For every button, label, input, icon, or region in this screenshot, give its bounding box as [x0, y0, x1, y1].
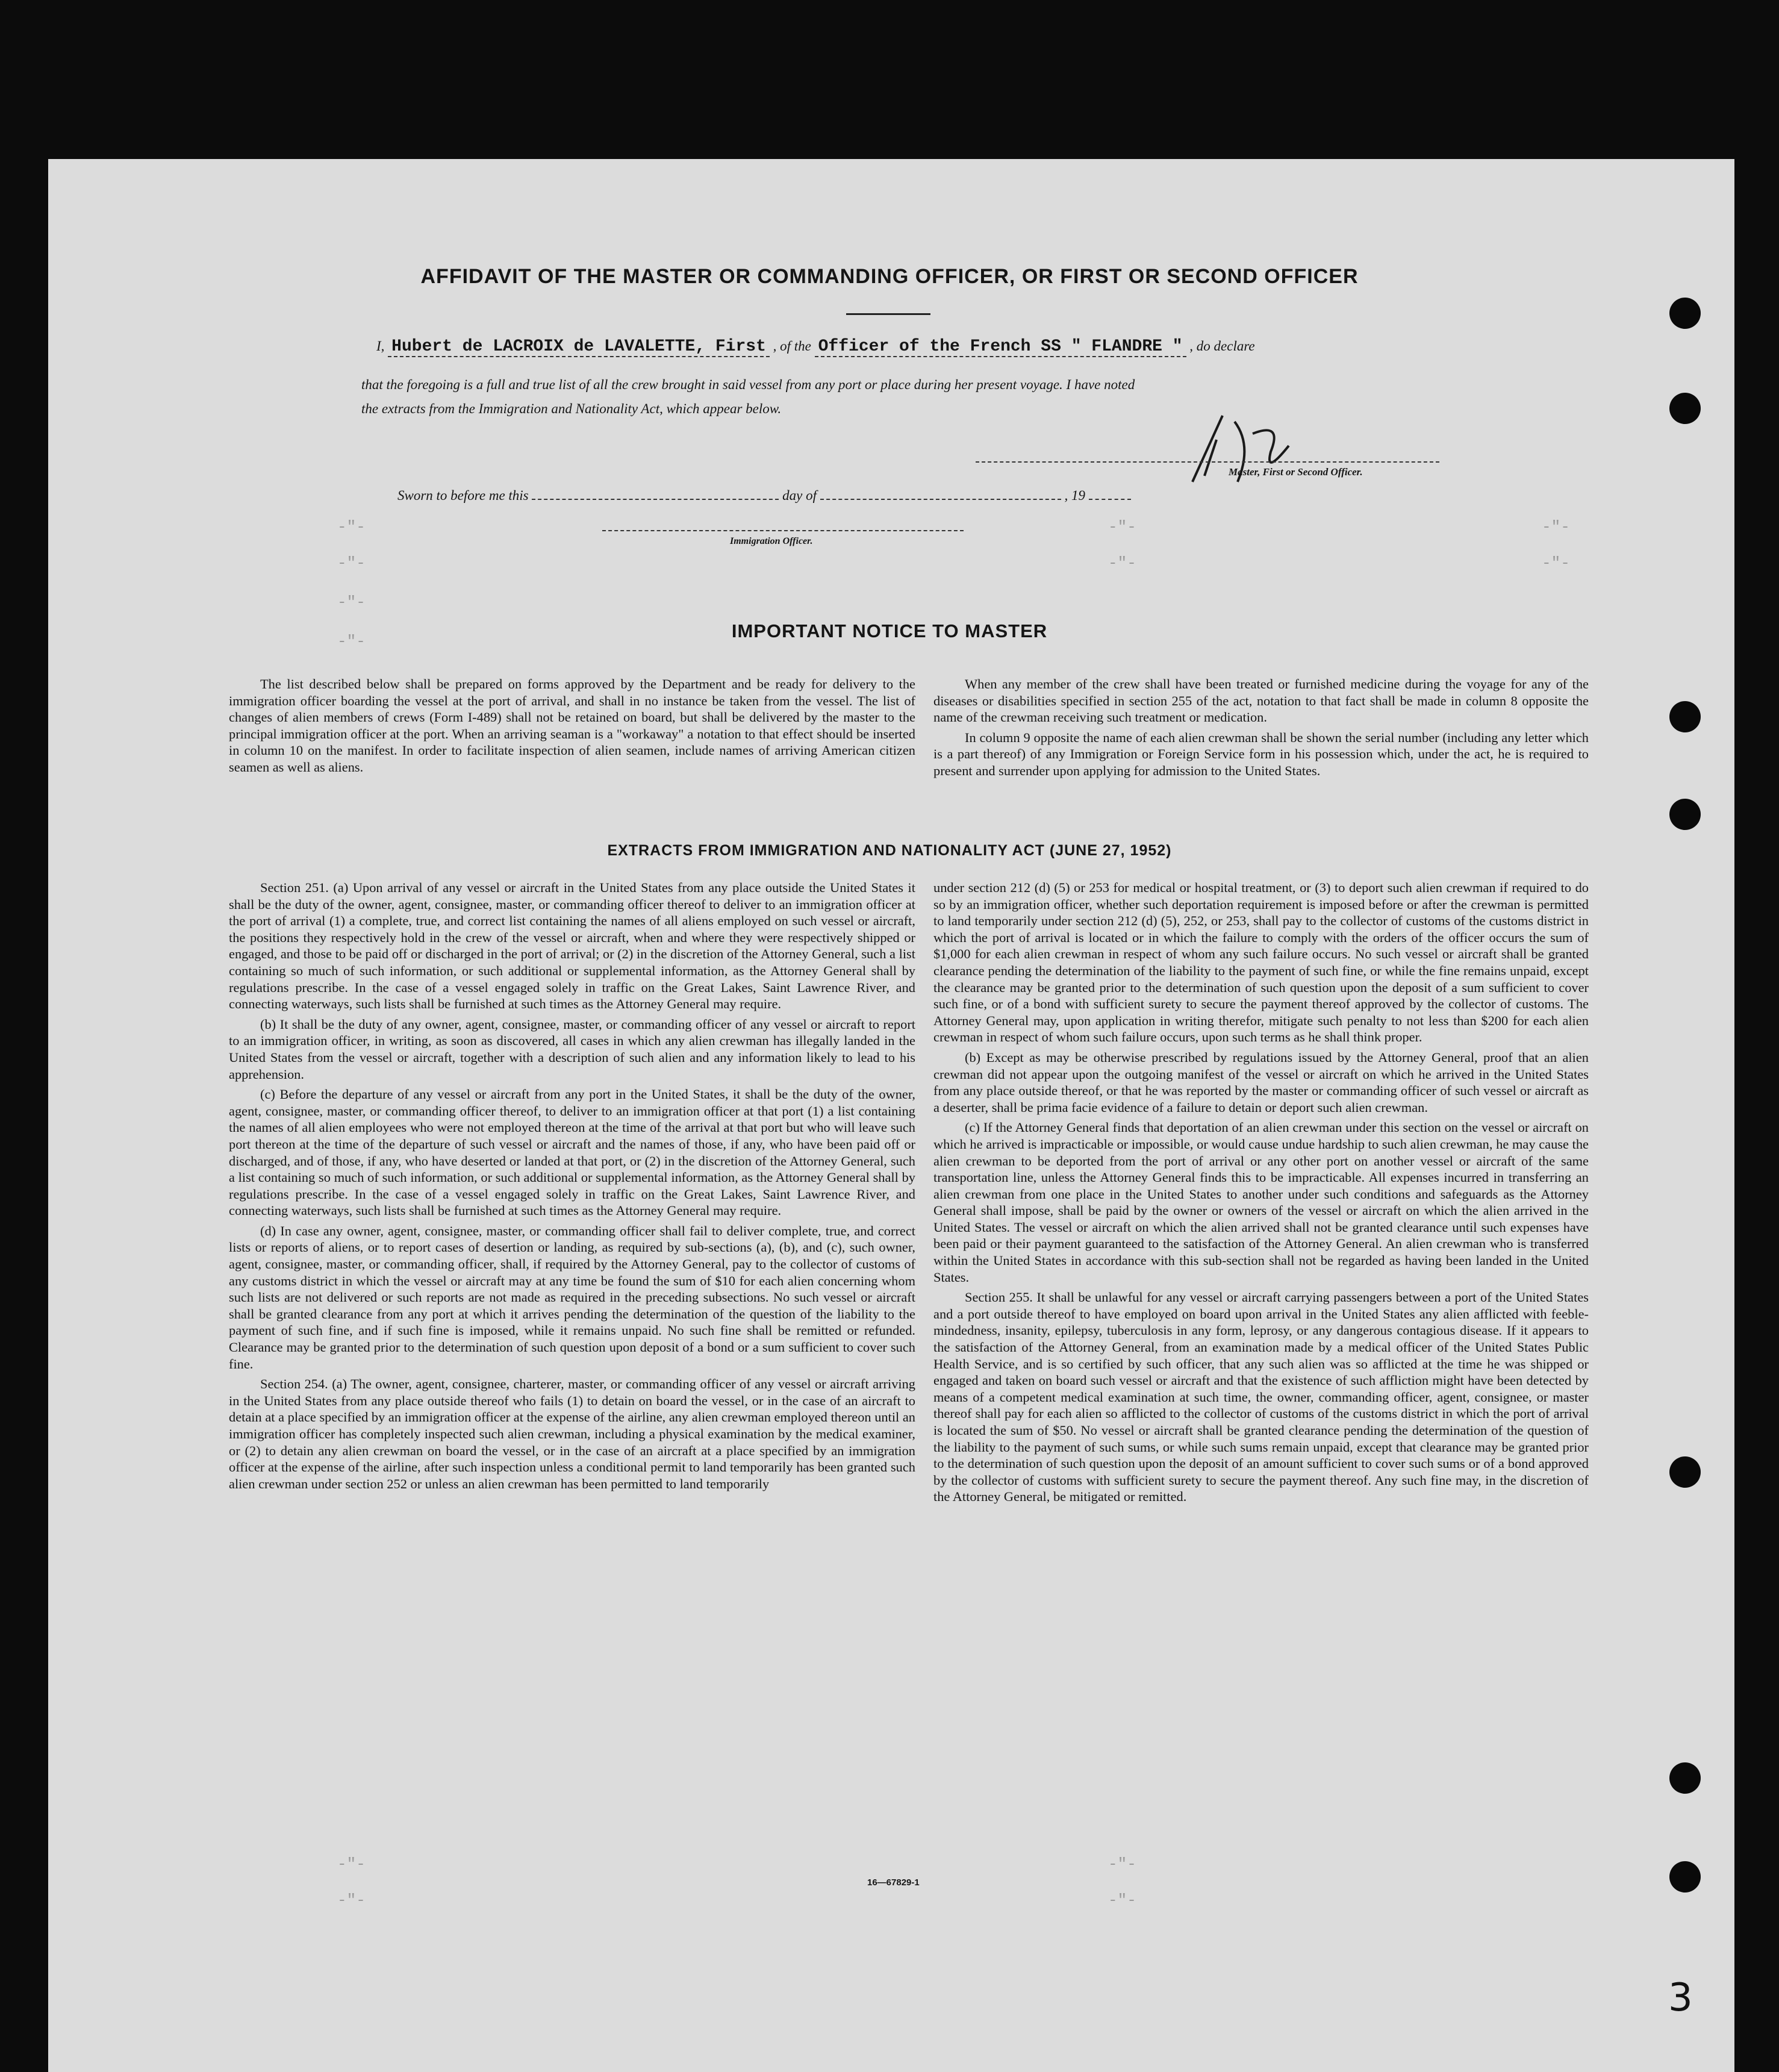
bleed-through-mark: -"- — [1108, 1855, 1136, 1873]
affidavit-title: AFFIDAVIT OF THE MASTER OR COMMANDING OFFICER, OR FIRST OR SECOND OFFICER — [420, 265, 1359, 288]
do-declare-text: , do declare — [1189, 339, 1255, 354]
extracts-title: EXTRACTS FROM IMMIGRATION AND NATIONALITY ACT (JUNE 27, 1952) — [607, 842, 1172, 859]
punch-hole — [1669, 1762, 1701, 1794]
notice-paragraph: The list described below shall be prepared on forms approved by the Department and be ready for delivery to the immigration officer boarding the vessel at the port of arrival, and shall in no instance be taken from the vessel. The list of changes of alien members of crews (Form I-489) shall not be retained on board, but shall be delivered by the master to the principal immigration officer at the port. When an arriving seaman is a "workaway" a notation to that effect should be inserted in column 10 on the manifest. In order to facilitate inspection of alien seamen, include names of arriving American citizen seamen as well as aliens. — [229, 676, 915, 775]
immigration-officer-signature-line — [602, 530, 964, 531]
sworn-year-field — [1089, 488, 1131, 500]
notice-paragraph: In column 9 opposite the name of each alien crewman shall be shown the serial number (including any letter which is a part thereof) of any Immigration or Foreign Service form in his possession which, under the act, he is required to present and surrender upon applying for admission to the United States. — [933, 729, 1589, 778]
section-254b-paragraph: (b) Except as may be otherwise prescribed by regulations issued by the Attorney General, proof that an alien crewman did not appear upon the outgoing manifest of the vessel or aircraft on which he arrived in the United States from any place outside thereof, or that he was reported by the master or commanding officer of such vessel or aircraft as a deserter, shall be prima facie evidence of a failure to detain or deport such alien crewman. — [933, 1049, 1589, 1115]
title-divider — [846, 313, 930, 315]
sworn-day-field — [532, 488, 779, 500]
punch-hole — [1669, 799, 1701, 830]
sworn-month-field — [820, 488, 1061, 500]
bleed-through-mark: -"- — [1542, 554, 1570, 572]
bleed-through-mark: -"- — [337, 1855, 366, 1873]
notice-right-column — [933, 676, 1589, 783]
section-255-paragraph: Section 255. It shall be unlawful for any vessel or aircraft carrying passengers between a port of the United States and a port outside thereof to have employed on board upon arrival in the United States any alien afflicted with feeble-mindedness, insanity, epilepsy, tuberculosis in any form, leprosy, or any dangerous contagious disease. If it appears to the satisfaction of the Attorney General, from an examination made by a medical officer of the United States Public Health Service, and is so certified by such officer, that any such alien was so afflicted at the time he was shipped or engaged and taken on board such vessel or aircraft and that the existence of such affliction might have been detected by means of a competent medical examination at such time, the owner, commanding officer, agent, consignee, or master thereof shall pay for each alien so afflicted to the collector of customs of the customs district in which the port of arrival is located the sum of $50. No vessel or aircraft shall be granted clearance pending the determination of the question of the liability to the payment of such sums, or while such sums remain unpaid, except that clearance may be granted prior to the determination of such question upon the deposit of an amount sufficient to cover such sums or of a bond approved by the collector of customs with sufficient surety to secure the payment thereof. Any such fine may, in the discretion of the Attorney General, be mitigated or remitted. — [933, 1290, 1589, 1505]
section-254a-continued-paragraph: under section 212 (d) (5) or 253 for medical or hospital treatment, or (3) to deport such alien crewman if required to do so by an immigration officer, whether such deportation requirement is imposed before or after the crewman is permitted to land temporarily under section 212 (d) (5), 252, or 253, shall pay to the collector of customs of the customs district in which the port of arrival is located or in which the failure to comply with the orders of the officer occurs the sum of $1,000 for each alien crewman in respect of whom any such failure occurs. No such vessel or aircraft shall be granted clearance pending the determination of the liability to the payment of such fine, or while the fine remains unpaid, except the clearance may be granted prior to the determination of such question upon the deposit of a sum sufficient to cover such fine, or of a bond with sufficient surety to secure the payment thereof approved by the collector of customs. The Attorney General may, upon application in writing therefor, mitigate such penalty to not less than $200 for each alien crewman in respect of whom such failure occurs, upon such terms as he shall think proper. — [933, 880, 1589, 1045]
declaration-line-2: that the foregoing is a full and true list of all the crew brought in said vessel from any port or place during her present voyage. I have noted — [361, 377, 1135, 392]
bleed-through-mark: -"- — [1108, 554, 1136, 572]
bleed-through-mark: -"- — [1542, 518, 1570, 536]
extracts-right-column — [933, 879, 1589, 1509]
punch-hole — [1669, 701, 1701, 732]
i-prefix: I, — [376, 339, 385, 354]
bleed-through-mark: -"- — [1108, 518, 1136, 536]
notice-left-column — [229, 676, 915, 779]
notice-paragraph: When any member of the crew shall have been treated or furnished medicine during the voyage for any of the diseases or disabilities specified in section 255 of the act, notation to that fact shall be made in column 8 opposite the name of the crewman receiving such treatment or medication. — [933, 676, 1589, 725]
section-254a-paragraph: Section 254. (a) The owner, agent, consignee, charterer, master, or commanding officer of any vessel or aircraft arriving in the United States from any place outside thereof who fails (1) to detain on board the vessel, or in the case of an aircraft to detain at a place specified by an immigration officer at the expense of the airline, any alien crewman employed thereon until an immigration officer has completely inspected such alien crewman, including a physical examination by the medical examiner, or (2) to detain any alien crewman on board the vessel, or in the case of an aircraft at a place specified by an immigration officer at the expense of the airline, after such inspection unless a conditional permit to land temporarily has been granted such alien crewman under section 252 or unless an alien crewman has been permitted to land temporarily — [229, 1376, 915, 1491]
punch-hole — [1669, 1861, 1701, 1893]
of-the-text: , of the — [773, 339, 811, 354]
bleed-through-mark: -"- — [337, 518, 366, 536]
immigration-officer-caption: Immigration Officer. — [730, 536, 813, 546]
handwritten-page-number: 3 — [1668, 1976, 1693, 2020]
officer-signature-line — [976, 461, 1439, 463]
section-254c-paragraph: (c) If the Attorney General finds that deportation of an alien crewman under this section on the vessel or aircraft on which he arrived is impracticable or impossible, or would cause undue hardship to such alien crewman, he may cause the alien crewman to be deported from the port of arrival or any other port on another vessel or aircraft of the same transportation line, unless the Attorney General finds this to be impracticable. All expenses incurred in transferring an alien crewman from one place in the United States to another under such conditions and safeguards as the Attorney General shall impose, shall be paid by the owner or owners of the vessel or aircraft on which the alien arrived in the United States. The vessel or aircraft on which the alien arrived shall not be granted clearance until such expenses have been paid or their payment guaranteed to the satisfaction of the Attorney General. An alien crewman who is transferred within the United States in accordance with this sub-section shall not be regarded as having been landed in the United States. — [933, 1120, 1589, 1285]
declaration-line-1 — [376, 337, 1255, 356]
punch-hole — [1669, 298, 1701, 329]
year-prefix: , 19 — [1064, 488, 1085, 503]
bleed-through-mark: -"- — [337, 632, 366, 651]
section-251d-paragraph: (d) In case any owner, agent, consignee, master, or commanding officer shall fail to deliver complete, true, and correct lists or reports of aliens, or to report cases of desertion or landing, as required by sub-sections (a), (b), and (c), such owner, agent, consignee, master, or commanding officer, shall, if required by the Attorney General, pay to the collector of customs of any customs district in which the vessel or aircraft may at any time be found the sum of $10 for each alien concerning whom such lists are not delivered or such reports are not made as required in the preceding subsections. No such vessel or aircraft shall be granted clearance from any port at which it arrives pending the determination of the question of the liability to the payment of such fine, and if such fine is imposed, while it remains unpaid. No such fine shall be remitted or refunded. Clearance may be granted prior to the determination of such question upon deposit of a bond or a sum sufficient to cover such fine. — [229, 1223, 915, 1371]
bleed-through-mark: -"- — [1108, 1891, 1136, 1909]
section-251a-paragraph: Section 251. (a) Upon arrival of any vessel or aircraft in the United States from any place outside the United States it shall be the duty of the owner, agent, consignee, master, or commanding officer thereof to deliver to an immigration officer at the port of arrival (1) a complete, true, and correct list containing the names of all aliens employed on such vessel or aircraft, the positions they respectively hold in the crew of the vessel or aircraft, when and where they were respectively shipped or engaged, and those to be paid off or discharged in the port of arrival; or (2) in the discretion of the Attorney General, such a list containing so much of such information, or such additional or supplemental information, as the Attorney General shall by regulations prescribe. In the case of a vessel engaged solely in traffic on the Great Lakes, Saint Lawrence River, and connecting waterways, such lists shall be furnished at such times as the Attorney General may require. — [229, 880, 915, 1012]
punch-hole — [1669, 1456, 1701, 1488]
officer-caption: Master, First or Second Officer. — [1229, 466, 1363, 478]
bleed-through-mark: -"- — [337, 1891, 366, 1909]
bleed-through-mark: -"- — [337, 593, 366, 611]
section-251c-paragraph: (c) Before the departure of any vessel or aircraft from any port in the United States, it shall be the duty of the owner, agent, consignee, master, or commanding officer thereof, to deliver to an immigration officer at that port (1) a list containing the names of all alien employees who were not employed thereon at the time of the arrival at that port but who will leave such port thereon at the time of the departure of such vessel or aircraft and the names of those, if any, who have been paid off or discharged, and of those, if any, who have deserted or landed at that port, or (2) in the discretion of the Attorney General, such a list containing so much of such information, or such additional or supplemental information, as the Attorney General shall by regulations prescribe. In the case of a vessel engaged solely in traffic on the Great Lakes, Saint Lawrence River, and connecting waterways, such lists shall be furnished at such times as the Attorney General may require. — [229, 1087, 915, 1219]
day-of-text: day of — [782, 488, 817, 503]
declaration-line-3: the extracts from the Immigration and Nationality Act, which appear below. — [361, 401, 782, 416]
section-251b-paragraph: (b) It shall be the duty of any owner, agent, consignee, master, or commanding officer of any vessel or aircraft to report to an immigration officer, in writing, as soon as discovered, all cases in which any alien crewman has illegally landed in the United States from the vessel or aircraft, together with a description of such alien and any information likely to lead to his apprehension. — [229, 1016, 915, 1082]
punch-hole — [1669, 393, 1701, 424]
officer-name-field: Hubert de LACROIX de LAVALETTE, First — [388, 337, 770, 357]
vessel-field: Officer of the French SS " FLANDRE " — [815, 337, 1186, 357]
extracts-left-column — [229, 879, 915, 1496]
form-number: 16—67829-1 — [867, 1877, 920, 1888]
sworn-line — [397, 488, 1131, 504]
notice-title: IMPORTANT NOTICE TO MASTER — [731, 620, 1048, 641]
sworn-prefix: Sworn to before me this — [397, 488, 529, 503]
bleed-through-mark: -"- — [337, 554, 366, 572]
